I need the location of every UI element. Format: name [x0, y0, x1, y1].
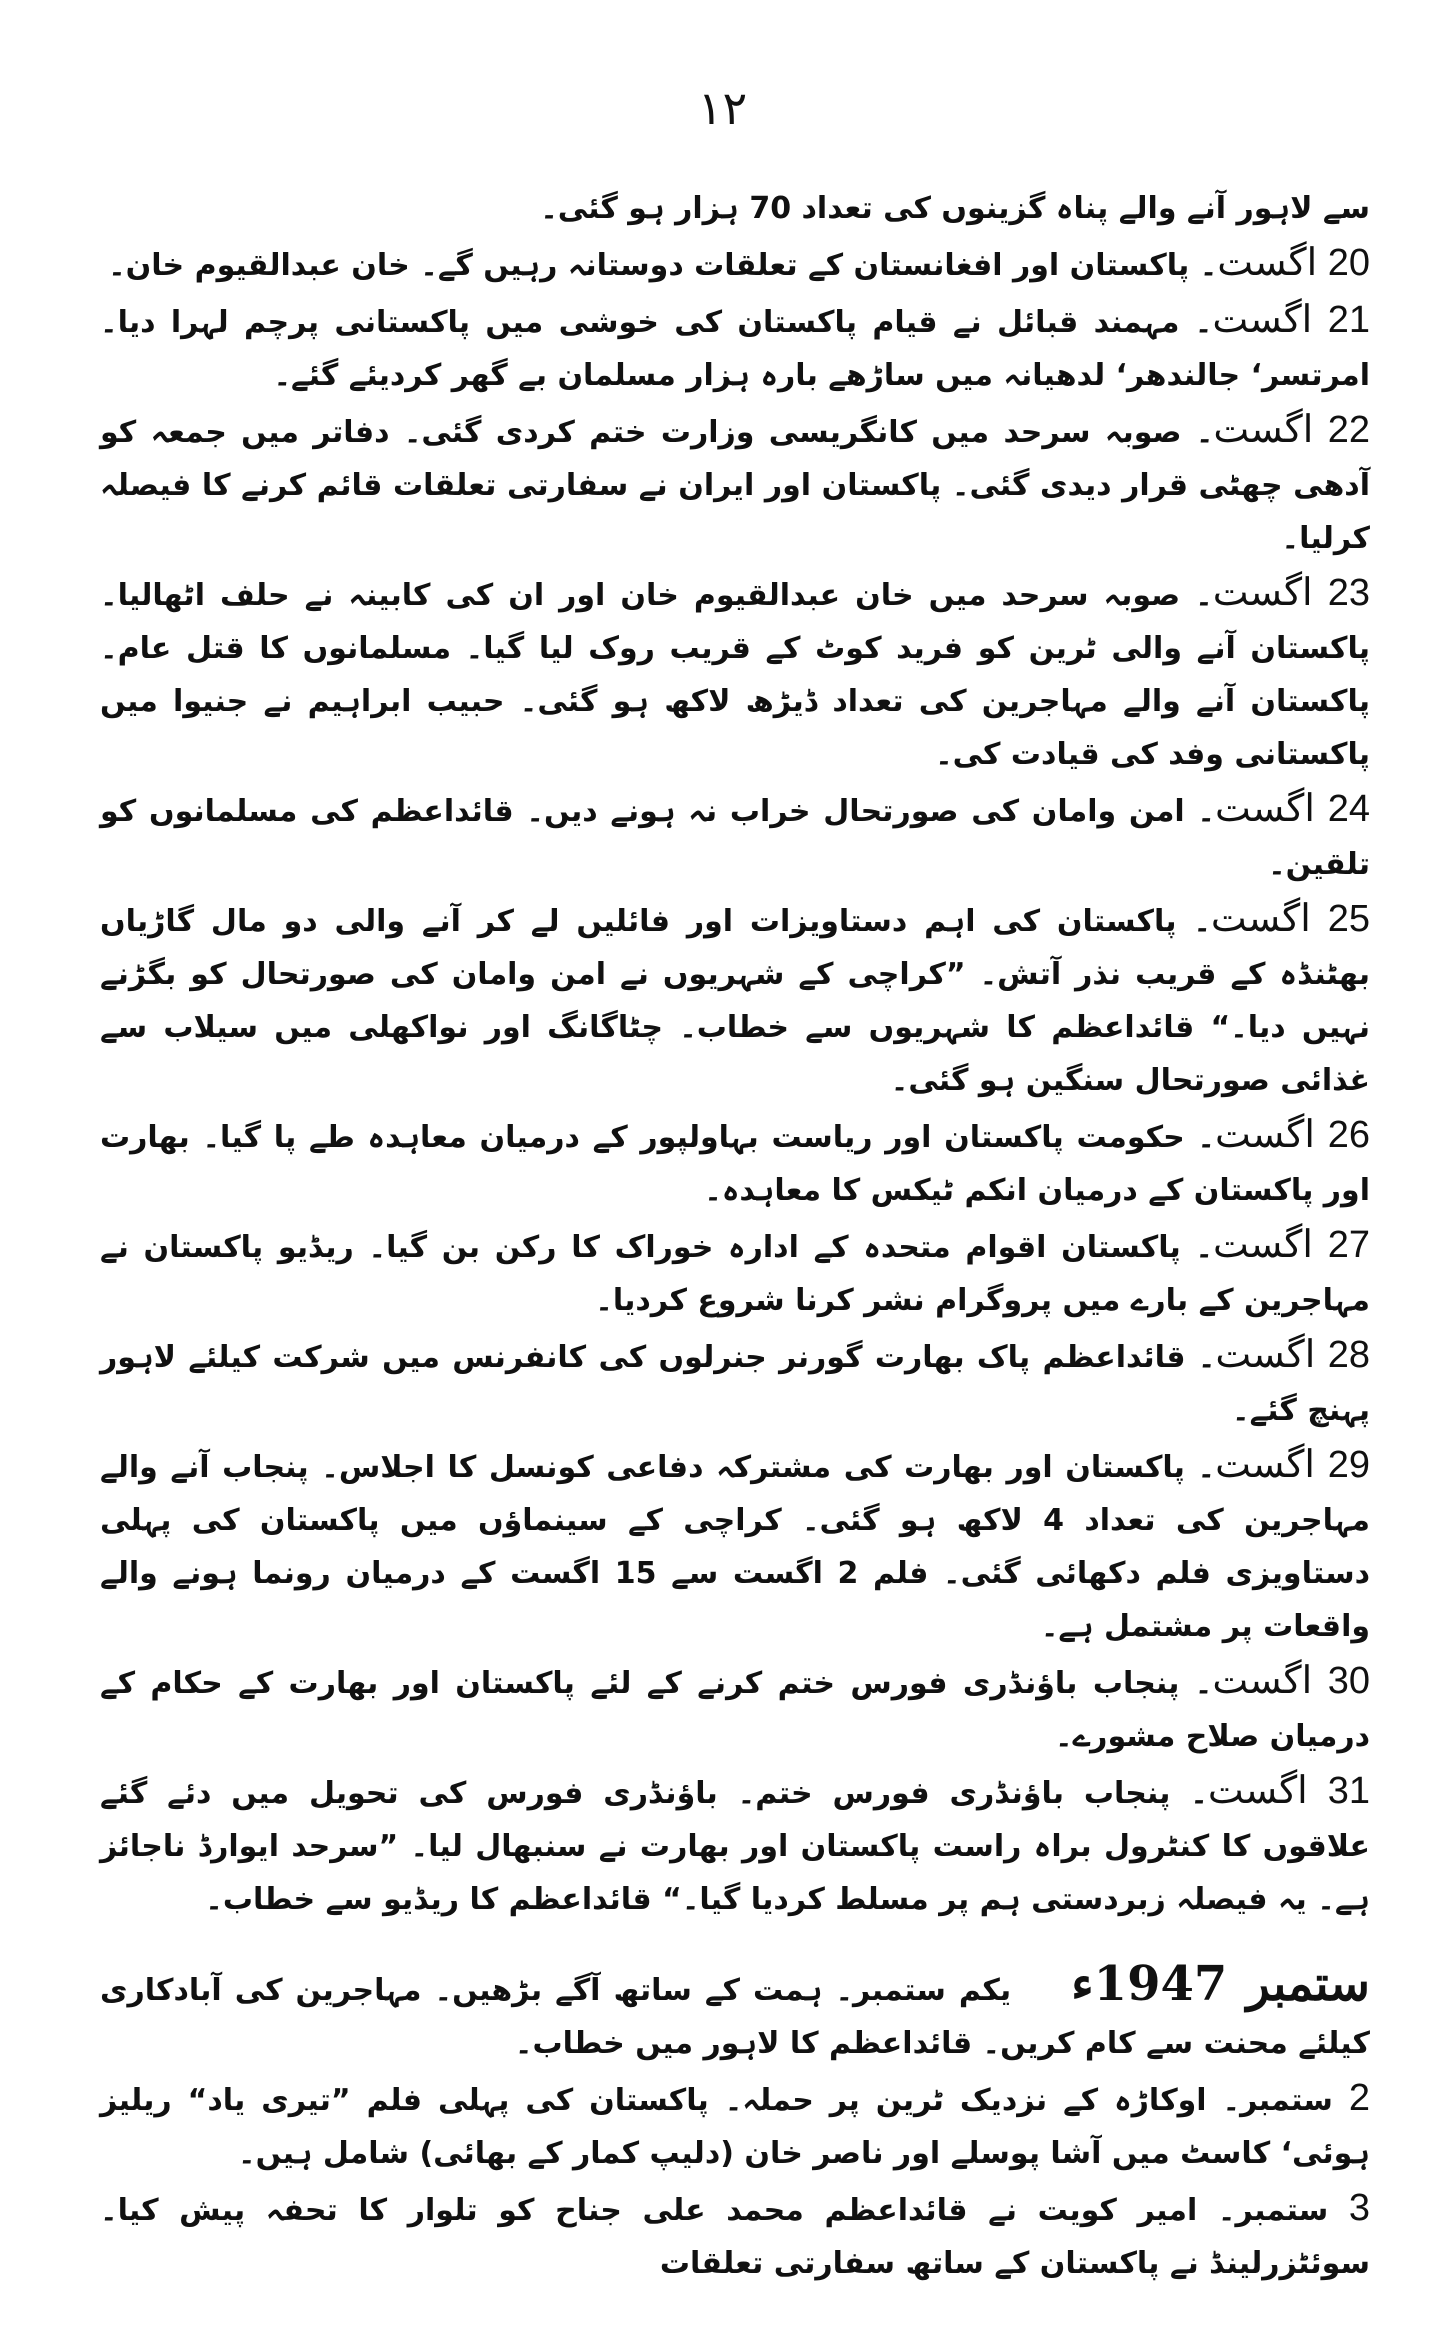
entry-text: ۔ امن وامان کی صورتحال خراب نہ ہونے دیں۔ قائداعظم کی مسلمانوں کو تلقین۔: [100, 794, 1370, 882]
entry-aug-21: [100, 294, 1370, 402]
entry-date: 28 اگست: [1215, 1334, 1370, 1376]
entry-aug-28: [100, 1329, 1370, 1437]
entry-text: ۔ پاکستان اور بھارت کی مشترکہ دفاعی کونسل کا اجلاس۔ پنجاب آنے والے مہاجرین کی تعداد 4 لاکھ ہو گئی۔ کراچی کے سینماؤں میں پاکستان کی پہلی دستاویزی فلم دکھائی گئی۔ فلم 2 اگست سے 15 اگست کے درمیان رونما ہونے والے واقعات پر مشتمل ہے۔: [100, 1450, 1370, 1644]
entry-text: ستمبر۔ اوکاڑہ کے نزدیک ٹرین پر حملہ۔ پاکستان کی پہلی فلم ”تیری یاد“ ریلیز ہوئی‘ کاسٹ میں آشا پوسلے اور ناصر خان (دلیپ کمار کے بھائی) شامل ہیں۔: [100, 2083, 1370, 2171]
entry-date: 31 اگست: [1207, 1770, 1371, 1812]
entry-date: 21 اگست: [1212, 299, 1370, 341]
entry-text: ۔ صوبہ سرحد میں کانگریسی وزارت ختم کردی گئی۔ دفاتر میں جمعہ کو آدھی چھٹی قرار دیدی گئی۔ پاکستان اور ایران نے سفارتی تعلقات قائم کرنے کا فیصلہ کرلیا۔: [100, 415, 1370, 556]
entry-date: 2: [1348, 2077, 1370, 2119]
chronology-text: [100, 182, 1370, 2292]
entry-aug-22: [100, 404, 1370, 565]
month-heading: ستمبر 1947ء: [1071, 1956, 1370, 2012]
entry-text: یکم ستمبر۔ ہمت کے ساتھ آگے بڑھیں۔ مہاجرین کی آبادکاری کیلئے محنت سے کام کریں۔ قائداعظم کا لاہور میں خطاب۔: [100, 1973, 1370, 2061]
entry-text: سے لاہور آنے والے پناہ گزینوں کی تعداد 70 ہزار ہو گئی۔: [540, 191, 1370, 226]
entry-text: ۔ پاکستان اور افغانستان کے تعلقات دوستانہ رہیں گے۔ خان عبدالقیوم خان۔: [108, 248, 1218, 283]
entry-text: ۔ مہمند قبائل نے قیام پاکستان کی خوشی میں پاکستانی پرچم لہرا دیا۔ امرتسر‘ جالندھر‘ لدھیانہ میں ساڑھے بارہ ہزار مسلمان بے گھر کردیئے گئے۔: [100, 305, 1370, 393]
entry-date: 3: [1348, 2187, 1370, 2229]
entry-aug-29: [100, 1439, 1370, 1653]
entry-date: 24 اگست: [1215, 788, 1370, 830]
entry-aug-24: [100, 783, 1370, 891]
entry-text: ۔ پاکستان کی اہم دستاویزات اور فائلیں لے کر آنے والی دو مال گاڑیاں بھٹنڈہ کے قریب نذر آتش۔ ”کراچی کے شہریوں نے امن وامان کی صورتحال کو بگڑنے نہیں دیا۔“ قائداعظم کا شہریوں سے خطاب۔ چٹاگانگ اور نواکھلی میں سیلاب سے غذائی صورتحال سنگین ہو گئی۔: [100, 904, 1370, 1098]
entry-date: 25 اگست: [1210, 898, 1370, 940]
entry-date: 29 اگست: [1215, 1444, 1370, 1486]
entry-text: ۔ صوبہ سرحد میں خان عبدالقیوم خان اور ان کی کابینہ نے حلف اٹھالیا۔ پاکستان آنے والی ٹرین کو فرید کوٹ کے قریب روک لیا گیا۔ مسلمانوں کا قتل عام۔ پاکستان آنے والے مہاجرین کی تعداد ڈیڑھ لاکھ ہو گئی۔ حبیب ابراہیم نے جنیوا میں پاکستانی وفد کی قیادت کی۔: [100, 578, 1370, 772]
entry-date: 22 اگست: [1213, 409, 1370, 451]
entry-text: ۔ پنجاب باؤنڈری فورس ختم کرنے کے لئے پاکستان اور بھارت کے حکام کے درمیان صلاح مشورے۔: [100, 1666, 1370, 1754]
entry-text: ستمبر۔ امیر کویت نے قائداعظم محمد علی جناح کو تلوار کا تحفہ پیش کیا۔ سوئٹزرلینڈ نے پاکستان کے ساتھ سفارتی تعلقات: [100, 2193, 1370, 2281]
entry-date: 30 اگست: [1212, 1660, 1370, 1702]
entry-continuation: [100, 182, 1370, 235]
entry-date: 23 اگست: [1212, 572, 1370, 614]
entry-text: ۔ پاکستان اقوام متحدہ کے ادارہ خوراک کا رکن بن گیا۔ ریڈیو پاکستان نے مہاجرین کے بارے میں پروگرام نشر کرنا شروع کردیا۔: [100, 1230, 1370, 1318]
entry-sep-2: [100, 2072, 1370, 2180]
entry-sep-1: [100, 1958, 1370, 2070]
entry-aug-20: [100, 237, 1370, 292]
entry-aug-31: [100, 1765, 1370, 1926]
entry-date: 27 اگست: [1213, 1224, 1370, 1266]
entry-aug-23: [100, 567, 1370, 781]
page-number: ۱۲: [697, 81, 748, 135]
entry-date: 20 اگست: [1217, 242, 1370, 284]
entry-date: 26 اگست: [1215, 1114, 1370, 1156]
entry-aug-25: [100, 893, 1370, 1107]
entry-aug-27: [100, 1219, 1370, 1327]
entry-aug-30: [100, 1655, 1370, 1763]
entry-text: ۔ حکومت پاکستان اور ریاست بہاولپور کے درمیان معاہدہ طے پا گیا۔ بھارت اور پاکستان کے درمیان انکم ٹیکس کا معاہدہ۔: [100, 1120, 1370, 1208]
entry-text: ۔ قائداعظم پاک بھارت گورنر جنرلوں کی کانفرنس میں شرکت کیلئے لاہور پہنچ گئے۔: [100, 1340, 1370, 1428]
entry-text: ۔ پنجاب باؤنڈری فورس ختم۔ باؤنڈری فورس کی تحویل میں دئے گئے علاقوں کا کنٹرول براہ راست پاکستان اور بھارت نے سنبھال لیا۔ ”سرحد ایوارڈ ناجائز ہے۔ یہ فیصلہ زبردستی ہم پر مسلط کردیا گیا۔“ قائداعظم کا ریڈیو سے خطاب۔: [100, 1776, 1370, 1917]
entry-aug-26: [100, 1109, 1370, 1217]
entry-sep-3: [100, 2182, 1370, 2290]
